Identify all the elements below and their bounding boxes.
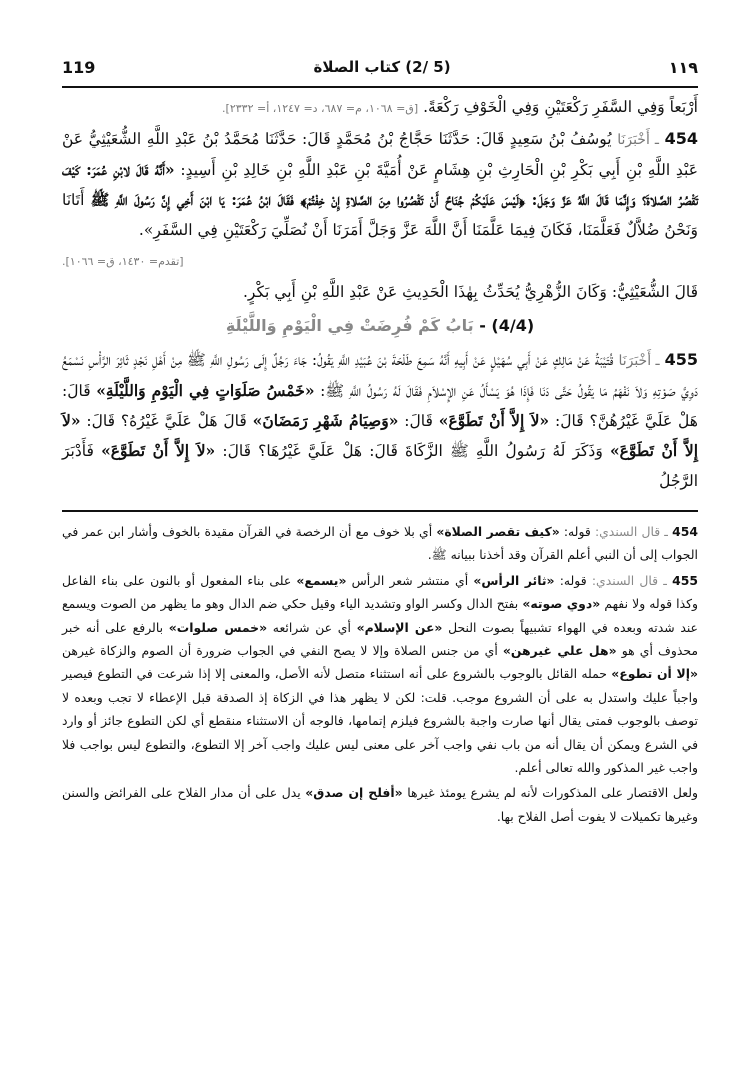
footnote-separator [62,510,698,512]
hadith-454: 454 ـ أَخْبَرَنَا يُوسُفُ بْنُ سَعِيدٍ قَالَ: حَدَّثَنَا حَجَّاجُ بْنُ مُحَمَّدٍ قَالَ: حَدَّثَنَا مُحَمَّدُ بْنُ عَبْدِ اللَّهِ الشُّعَيْثِيُّ عَنْ عَبْدِ اللَّهِ بْنِ أَبِي بَكْرِ بْنِ الْحَارِثِ بْنِ هِشَامٍ عَنْ أُمَيَّةَ بْنِ عَبْدِ اللَّهِ بْنِ خَالِدِ بْنِ أَسِيدٍ: «أَنَّهُ قَالَ لابْنِ عُمَرَ: كَيْفَ تَقْصُرُ الصَّلاةَ؟ وَإِنَّمَا قَالَ اللَّهُ عَزَّ وَجَلَ: ﴿لَيْسَ عَلَيْكُمْ جُنَاحٌ أَنْ تَقْصُرُوا مِنَ الصَّلاةِ إِنْ خِفْتُمْ﴾ فَقَالَ ابْنُ عُمَرَ: يَا ابْنَ أَخِي إِنَّ رَسُولَ اللَّهِ ﷺ أَتَانَا وَنَحْنُ ضُلاَّلٌ فَعَلَّمَنَا، فَكَانَ فِيمَا عَلَّمَنَا أَنَّ اللَّهَ عَزَّ وَجَلَّ أَمَرَنَا أَنْ نُصَلِّيَ رَكْعَتَيْنِ فِي السَّفَرِ». [62,129,698,239]
running-title: (5 /2) كتاب الصلاة [313,58,451,76]
page-number-arabic: ١١٩ [668,57,698,77]
shuaythi-comment: قَالَ الشُّعَيْثِيُّ: وَكَانَ الزُّهْرِيُّ يُحَدِّثُ بِهٰذَا الْحَدِيثِ عَنْ عَبْدِ اللَّهِ بْنِ أَبِي بَكْرٍ. [243,283,698,301]
hadith-number: 455 [664,350,698,369]
chapter-heading [62,311,698,341]
note-455: 455 ـ قال السندي: قوله: «ثائر الرأس» أي منتشر شعر الرأس «يسمع» على بناء المفعول أو بالنون على بناء الفاعل وكذا قوله ولا نفهم «دوي صوته» بفتح الدال وكسر الواو وتشديد الياء وقيل حكي ضم الدال وهو ما يظهر من الصوت ويسمع عند شدته وبعده في الهواء تشبيهاً بصوت النحل «عن الإسلام» أي عن شرائعه «خمس صلوات» بالرفع على أنه خبر محذوف أي هو «هل علي غيرهن» أي من جنس الصلاة وإلا لا يصح النفي في الجواب ضرورة أن الصوم والزكاة غيرهن «إلا أن تطوع» حمله القائل بالوجوب بالشروع على أنه استثناء متصل لأنه الأصل، والمعنى إلا إذا شرعت في التطوع فيصير واجباً عليك واستدل به على أن الشروع موجب. قلت: لكن لا يظهر هذا في الزكاة إذ الصدقة قبل الإعطاء لا تجب وبعده لا توصف بالوجوب فمتى يقال أنها صارت واجبة بالشروع فيلزم إتمامها، فالوجه أن الاستثناء منقطع أي لكن التطوع جائز أو وارد في الشرع ويمكن أن يقال أنه من باب نفي واجب آخر على معنى ليس عليك واجب آخر إلا التطوع، والتطوع ليس بواجب فلا واجب غير المذكور والله تعالى أعلم. [62,572,698,776]
commentator-name: ـ قال السندي: [594,524,668,539]
note-454: 454 ـ قال السندي: قوله: «كيف تقصر الصلاة» أي بلا خوف مع أن الرخصة في القرآن مقيدة بالخوف وأشار ابن عمر في الجواب إلى أن النبي أعلم القرآن وقد أخذنا ببيانه ﷺ. [62,524,698,563]
source-reference: [تقدم= ١٤٣٠، ق= ١٠٦٦]. [62,255,184,268]
note-number: 455 [672,572,698,588]
commentary-notes [62,520,698,828]
page-number-latin: 119 [62,57,96,77]
source-reference-block [62,245,698,277]
chapter-title: بَابُ كَمْ فُرِضَتْ فِي الْيَوْمِ وَاللَّيْلَةِ [225,316,474,335]
book-page [62,48,698,830]
chapter-number: (4/4) - [479,316,535,335]
note-closing: ولعل الاقتصار على المذكورات لأنه لم يشرع يومئذ غيرها «أفلح إن صدق» يدل على أن مدار الفلاح على الفرائض والسنن وغيرها تكميلات لا يفوت أصل الفلاح بها. [62,785,698,824]
commentator-name: ـ قال السندي: [591,572,667,588]
narration-marker: ـ أَخْبَرَنَا [618,353,660,369]
hadith-text [62,92,698,496]
paragraph-continuation: أَرْبَعاً وَفِي السَّفَرِ رَكْعَتَيْنِ وَفِي الْخَوْفِ رَكْعَةً. [ق= ١٠٦٨، م= ٦٨٧، د= ١٢٤٧، أ= ٢٣٣٢]. [222,98,698,116]
hadith-455: 455 ـ أَخْبَرَنَا قُتَيْبَةُ عَنْ مَالِكٍ عَنْ أَبِي سُهَيْلٍ عَنْ أَبِيهِ أَنَّهُ سَمِعَ طَلْحَةَ بْنَ عُبَيْدِ اللَّهِ يَقُولُ: جَاءَ رَجُلٌ إِلَى رَسُولِ اللَّهِ ﷺ مِنْ أَهْلِ نَجْدٍ ثَائِرَ الرَّأْسِ نَسْمَعُ دَوِيَّ صَوْتِهِ وَلاَ نَفْهَمُ مَا يَقُولُ حَتَّى دَنَا فَإِذَا هُوَ يَسْأَلُ عَنِ الإِسْلاَمِ فَقَالَ لَهُ رَسُولُ اللَّهِ ﷺ: «خَمْسُ صَلَوَاتٍ فِي الْيَوْمِ وَاللَّيْلَةِ» قَالَ: هَلْ عَلَيَّ غَيْرُهُنَّ؟ قَالَ: «لاَ إِلاَّ أَنْ تَطَوَّعَ» قَالَ: «وَصِيَامُ شَهْرِ رَمَضَانَ» قَالَ هَلْ عَلَيَّ غَيْرُهُ؟ قَالَ: «لاَ إِلاَّ أَنْ تَطَوَّعَ» وَذَكَرَ لَهُ رَسُولُ اللَّهِ ﷺ الزَّكَاةَ قَالَ: هَلْ عَلَيَّ غَيْرُهَا؟ قَالَ: «لاَ إِلاَّ أَنْ تَطَوَّعَ» فَأَدْبَرَ الرَّجُلُ [62,350,699,490]
source-reference: [ق= ١٠٦٨، م= ٦٨٧، د= ١٢٤٧، أ= ٢٣٣٢]. [222,102,419,115]
narration-marker: ـ أَخْبَرَنَا [617,132,660,148]
note-number: 454 [672,524,698,539]
page-header [62,48,698,88]
hadith-number: 454 [664,129,698,148]
